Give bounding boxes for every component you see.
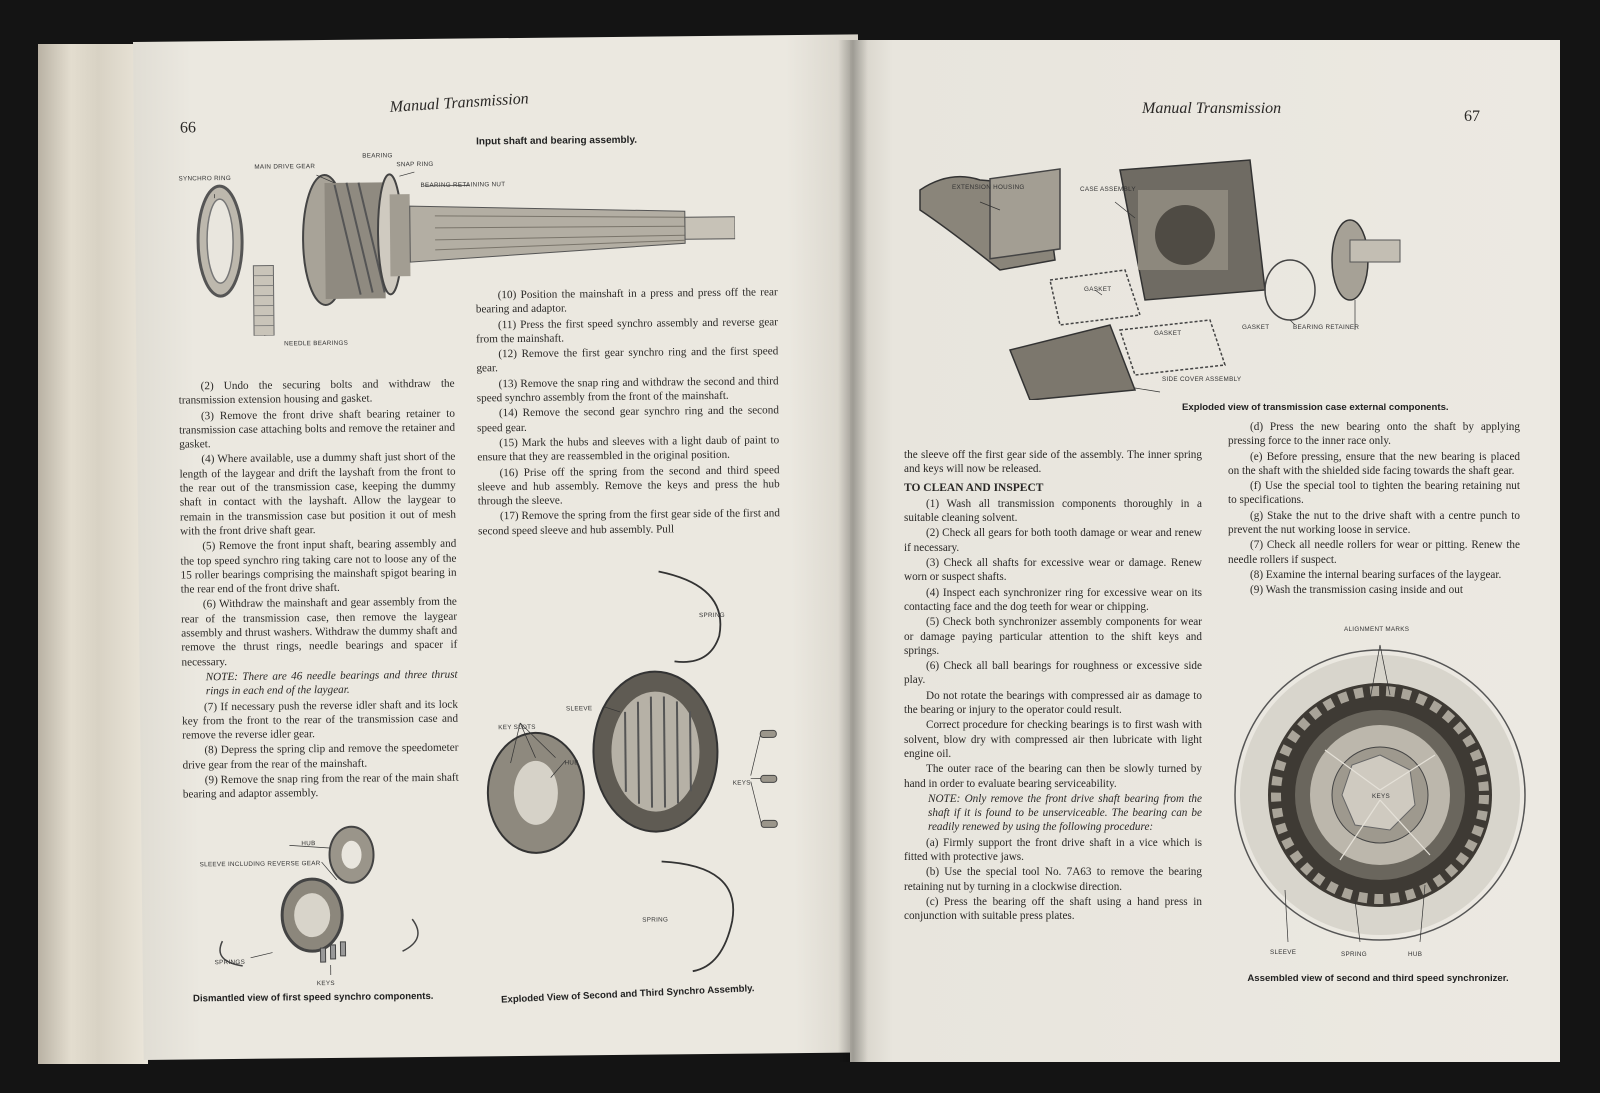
label-spring-bottom: SPRING bbox=[642, 916, 669, 924]
paragraph: (13) Remove the snap ring and withdraw the second and third speed synchro assembly from the front of the mainshaft. bbox=[476, 375, 779, 405]
label-gasket: GASKET bbox=[1242, 324, 1270, 331]
paragraph: Correct procedure for checking bearings is to first wash with solvent, blow dry with compressed air then lubricate with light engine oil. bbox=[904, 719, 1202, 760]
section-heading: TO CLEAN AND INSPECT bbox=[904, 481, 1044, 494]
paragraph: (f) Use the special tool to tighten the bearing retaining nut to specifications. bbox=[1228, 480, 1520, 507]
paragraph: (d) Press the new bearing onto the shaft by applying pressing force to the inner race only. bbox=[1228, 421, 1520, 448]
label-spring-top: SPRING bbox=[699, 611, 726, 620]
paragraph: (7) If necessary push the reverse idler shaft and its lock key from the front to the rear of the transmission case and remove the reverse idler gear. bbox=[182, 698, 459, 742]
right-column-2 bbox=[1228, 420, 1520, 599]
paragraph: (1) Wash all transmission components thoroughly in a suitable cleaning solvent. bbox=[904, 497, 1202, 525]
label-keys: KEYS bbox=[316, 979, 335, 988]
label-sleeve: SLEEVE bbox=[565, 705, 593, 713]
figure-caption-input-shaft: Input shaft and bearing assembly. bbox=[476, 134, 638, 148]
page-stack-edge bbox=[38, 44, 148, 1064]
left-column-1 bbox=[179, 377, 459, 803]
figure-caption-second-third-synchro: Exploded View of Second and Third Synchro Assembly. bbox=[500, 983, 755, 1006]
label-alignment-marks: ALIGNMENT MARKS bbox=[1344, 626, 1410, 633]
label-keys: KEYS bbox=[732, 779, 751, 787]
open-book bbox=[38, 26, 1568, 1073]
paragraph: (9) Wash the transmission casing inside and out bbox=[1250, 584, 1463, 597]
label-bearing: BEARING bbox=[362, 152, 393, 160]
label-hub: HUB bbox=[1408, 951, 1423, 958]
note-text: NOTE: Only remove the front drive shaft bearing from the shaft if it is found to be unserviceable. The bearing can be readily renewed by using the following procedure: bbox=[928, 792, 1202, 834]
label-main-drive-gear: MAIN DRIVE GEAR bbox=[254, 163, 316, 171]
label-case-assembly: CASE ASSEMBLY bbox=[1080, 186, 1136, 193]
label-gasket: GASKET bbox=[1084, 286, 1112, 293]
label-bearing-retaining-nut: BEARING RETAINING NUT bbox=[420, 181, 506, 189]
label-gasket: GASKET bbox=[1154, 330, 1182, 337]
paragraph: (8) Examine the internal bearing surfaces of the laygear. bbox=[1250, 568, 1502, 581]
paragraph: (9) Remove the snap ring from the rear of the main shaft bearing and adaptor assembly. bbox=[182, 771, 459, 801]
paragraph: (4) Where available, use a dummy shaft just short of the length of the laygear and drift the layshaft from the front to the rear out of the transmission case, keeping the dummy shaft in contact with the layshaft. Allow the laygear to remain in the transmission case but position it out of mesh with the front drive shaft gear. bbox=[179, 451, 457, 538]
paragraph: (c) Press the bearing off the shaft using a hand press in conjunction with suitable press plates. bbox=[904, 895, 1202, 923]
paragraph: (g) Stake the nut to the drive shaft with a centre punch to prevent the nut working loose in service. bbox=[1228, 509, 1520, 537]
note-text: NOTE: There are 46 needle bearings and three thrust rings in each end of the laygear. bbox=[205, 668, 458, 698]
figure-caption-first-speed-synchro: Dismantled view of first speed synchro components. bbox=[192, 990, 434, 1005]
paragraph: (8) Depress the spring clip and remove the speedometer drive gear from the rear of the mainshaft. bbox=[182, 742, 459, 772]
paragraph: (16) Prise off the spring from the second and third speed sleeve and hub assembly. Remove the keys and press the hub through the sleeve. bbox=[477, 463, 780, 508]
paragraph: Do not rotate the bearings with compressed air as damage to the bearing or injury to the operator could result. bbox=[904, 689, 1202, 717]
assembled-synchronizer-illustration bbox=[1230, 630, 1530, 950]
paragraph: (17) Remove the spring from the first gear side of the first and second speed sleeve and hub assembly. Pull bbox=[478, 507, 781, 538]
label-key-slots: KEY SLOTS bbox=[498, 723, 536, 732]
paragraph: (5) Remove the front input shaft, bearing assembly and the top speed synchro ring taking care not to loose any of the 15 roller bearings comprising the mainshaft spigot bearing in the rear end of the front drive shaft. bbox=[180, 537, 457, 596]
label-sleeve: SLEEVE bbox=[1270, 949, 1297, 956]
paragraph: the sleeve off the first gear side of the assembly. The inner spring and keys will now be released. bbox=[904, 449, 1202, 476]
left-running-title: Manual Transmission bbox=[389, 90, 530, 116]
paragraph: (2) Check all gears for both tooth damage or wear and renew if necessary. bbox=[904, 527, 1202, 554]
label-needle-bearings: NEEDLE BEARINGS bbox=[284, 339, 349, 348]
paragraph: (e) Before pressing, ensure that the new bearing is placed on the shaft with the shielded side facing towards the shaft gear. bbox=[1228, 450, 1520, 477]
label-bearing-retainer: BEARING RETAINER bbox=[1293, 324, 1360, 331]
label-synchro-ring: SYNCHRO RING bbox=[178, 174, 232, 183]
paragraph: (4) Inspect each synchronizer ring for excessive wear on its contacting face and the dog teeth for wear or chipping. bbox=[904, 586, 1202, 613]
figure-caption-case-components: Exploded view of transmission case external components. bbox=[1182, 402, 1449, 413]
label-sleeve-including-reverse-gear: SLEEVE INCLUDING REVERSE GEAR bbox=[199, 860, 321, 869]
label-hub: HUB bbox=[301, 840, 316, 848]
label-side-cover-assembly: SIDE COVER ASSEMBLY bbox=[1162, 376, 1242, 383]
label-extension-housing: EXTENSION HOUSING bbox=[952, 184, 1025, 191]
right-column-1 bbox=[904, 448, 1202, 925]
left-page bbox=[133, 34, 869, 1060]
paragraph: (7) Check all needle rollers for wear or pitting. Renew the needle rollers if suspect. bbox=[1228, 539, 1520, 566]
paragraph: (10) Position the mainshaft in a press and press off the rear bearing and adaptor. bbox=[475, 286, 778, 316]
paragraph: (2) Undo the securing bolts and withdraw the transmission extension housing and gasket. bbox=[178, 377, 455, 407]
paragraph: The outer race of the bearing can then be slowly turned by hand in order to evaluate bearing serviceability. bbox=[904, 763, 1202, 790]
paragraph: (15) Mark the hubs and sleeves with a light daub of paint to ensure that they are reassembled in the original position. bbox=[477, 434, 780, 464]
paragraph: (6) Check all ball bearings for roughness or excessive side play. bbox=[904, 660, 1202, 687]
paragraph: (3) Remove the front drive shaft bearing retainer to transmission case attaching bolts and remove the retainer and gasket. bbox=[179, 407, 456, 451]
figure-caption-assembled-synchronizer: Assembled view of second and third speed synchronizer. bbox=[1247, 973, 1509, 984]
paragraph: (12) Remove the first gear synchro ring and the first speed gear. bbox=[476, 345, 779, 375]
label-springs: SPRINGS bbox=[214, 958, 246, 967]
label-keys: KEYS bbox=[1372, 793, 1390, 800]
right-page bbox=[850, 40, 1560, 1062]
paragraph: (5) Check both synchronizer assembly components for wear or damage paying particular attention to the shift keys and springs. bbox=[904, 616, 1202, 657]
right-running-title: Manual Transmission bbox=[1142, 100, 1282, 117]
paragraph: (11) Press the first speed synchro assembly and reverse gear from the mainshaft. bbox=[476, 315, 779, 346]
book-spine-shadow bbox=[838, 40, 868, 1062]
left-page-number: 66 bbox=[179, 119, 196, 137]
label-hub: HUB bbox=[564, 759, 579, 767]
label-snap-ring: SNAP RING bbox=[396, 160, 434, 169]
paragraph: (14) Remove the second gear synchro ring and the second speed gear. bbox=[476, 404, 779, 435]
left-column-2 bbox=[476, 285, 781, 539]
paragraph: (6) Withdraw the mainshaft and gear assembly from the rear of the transmission case, then remove the laygear assembly and thrust washers. Withdraw the dummy shaft and remove the thrust rings, needle bearings and spacer if necessary. bbox=[180, 596, 458, 669]
label-spring: SPRING bbox=[1341, 951, 1367, 958]
paragraph: (3) Check all shafts for excessive wear or damage. Renew worn or suspect shafts. bbox=[904, 557, 1202, 584]
right-page-number: 67 bbox=[1464, 108, 1480, 125]
second-third-synchro-illustration bbox=[468, 560, 802, 983]
paragraph: (a) Firmly support the front drive shaft in a vice which is fitted with protective jaws. bbox=[904, 836, 1202, 864]
paragraph: (b) Use the special tool No. 7A63 to remove the bearing retaining nut by turning in a clockwise direction. bbox=[904, 866, 1202, 893]
